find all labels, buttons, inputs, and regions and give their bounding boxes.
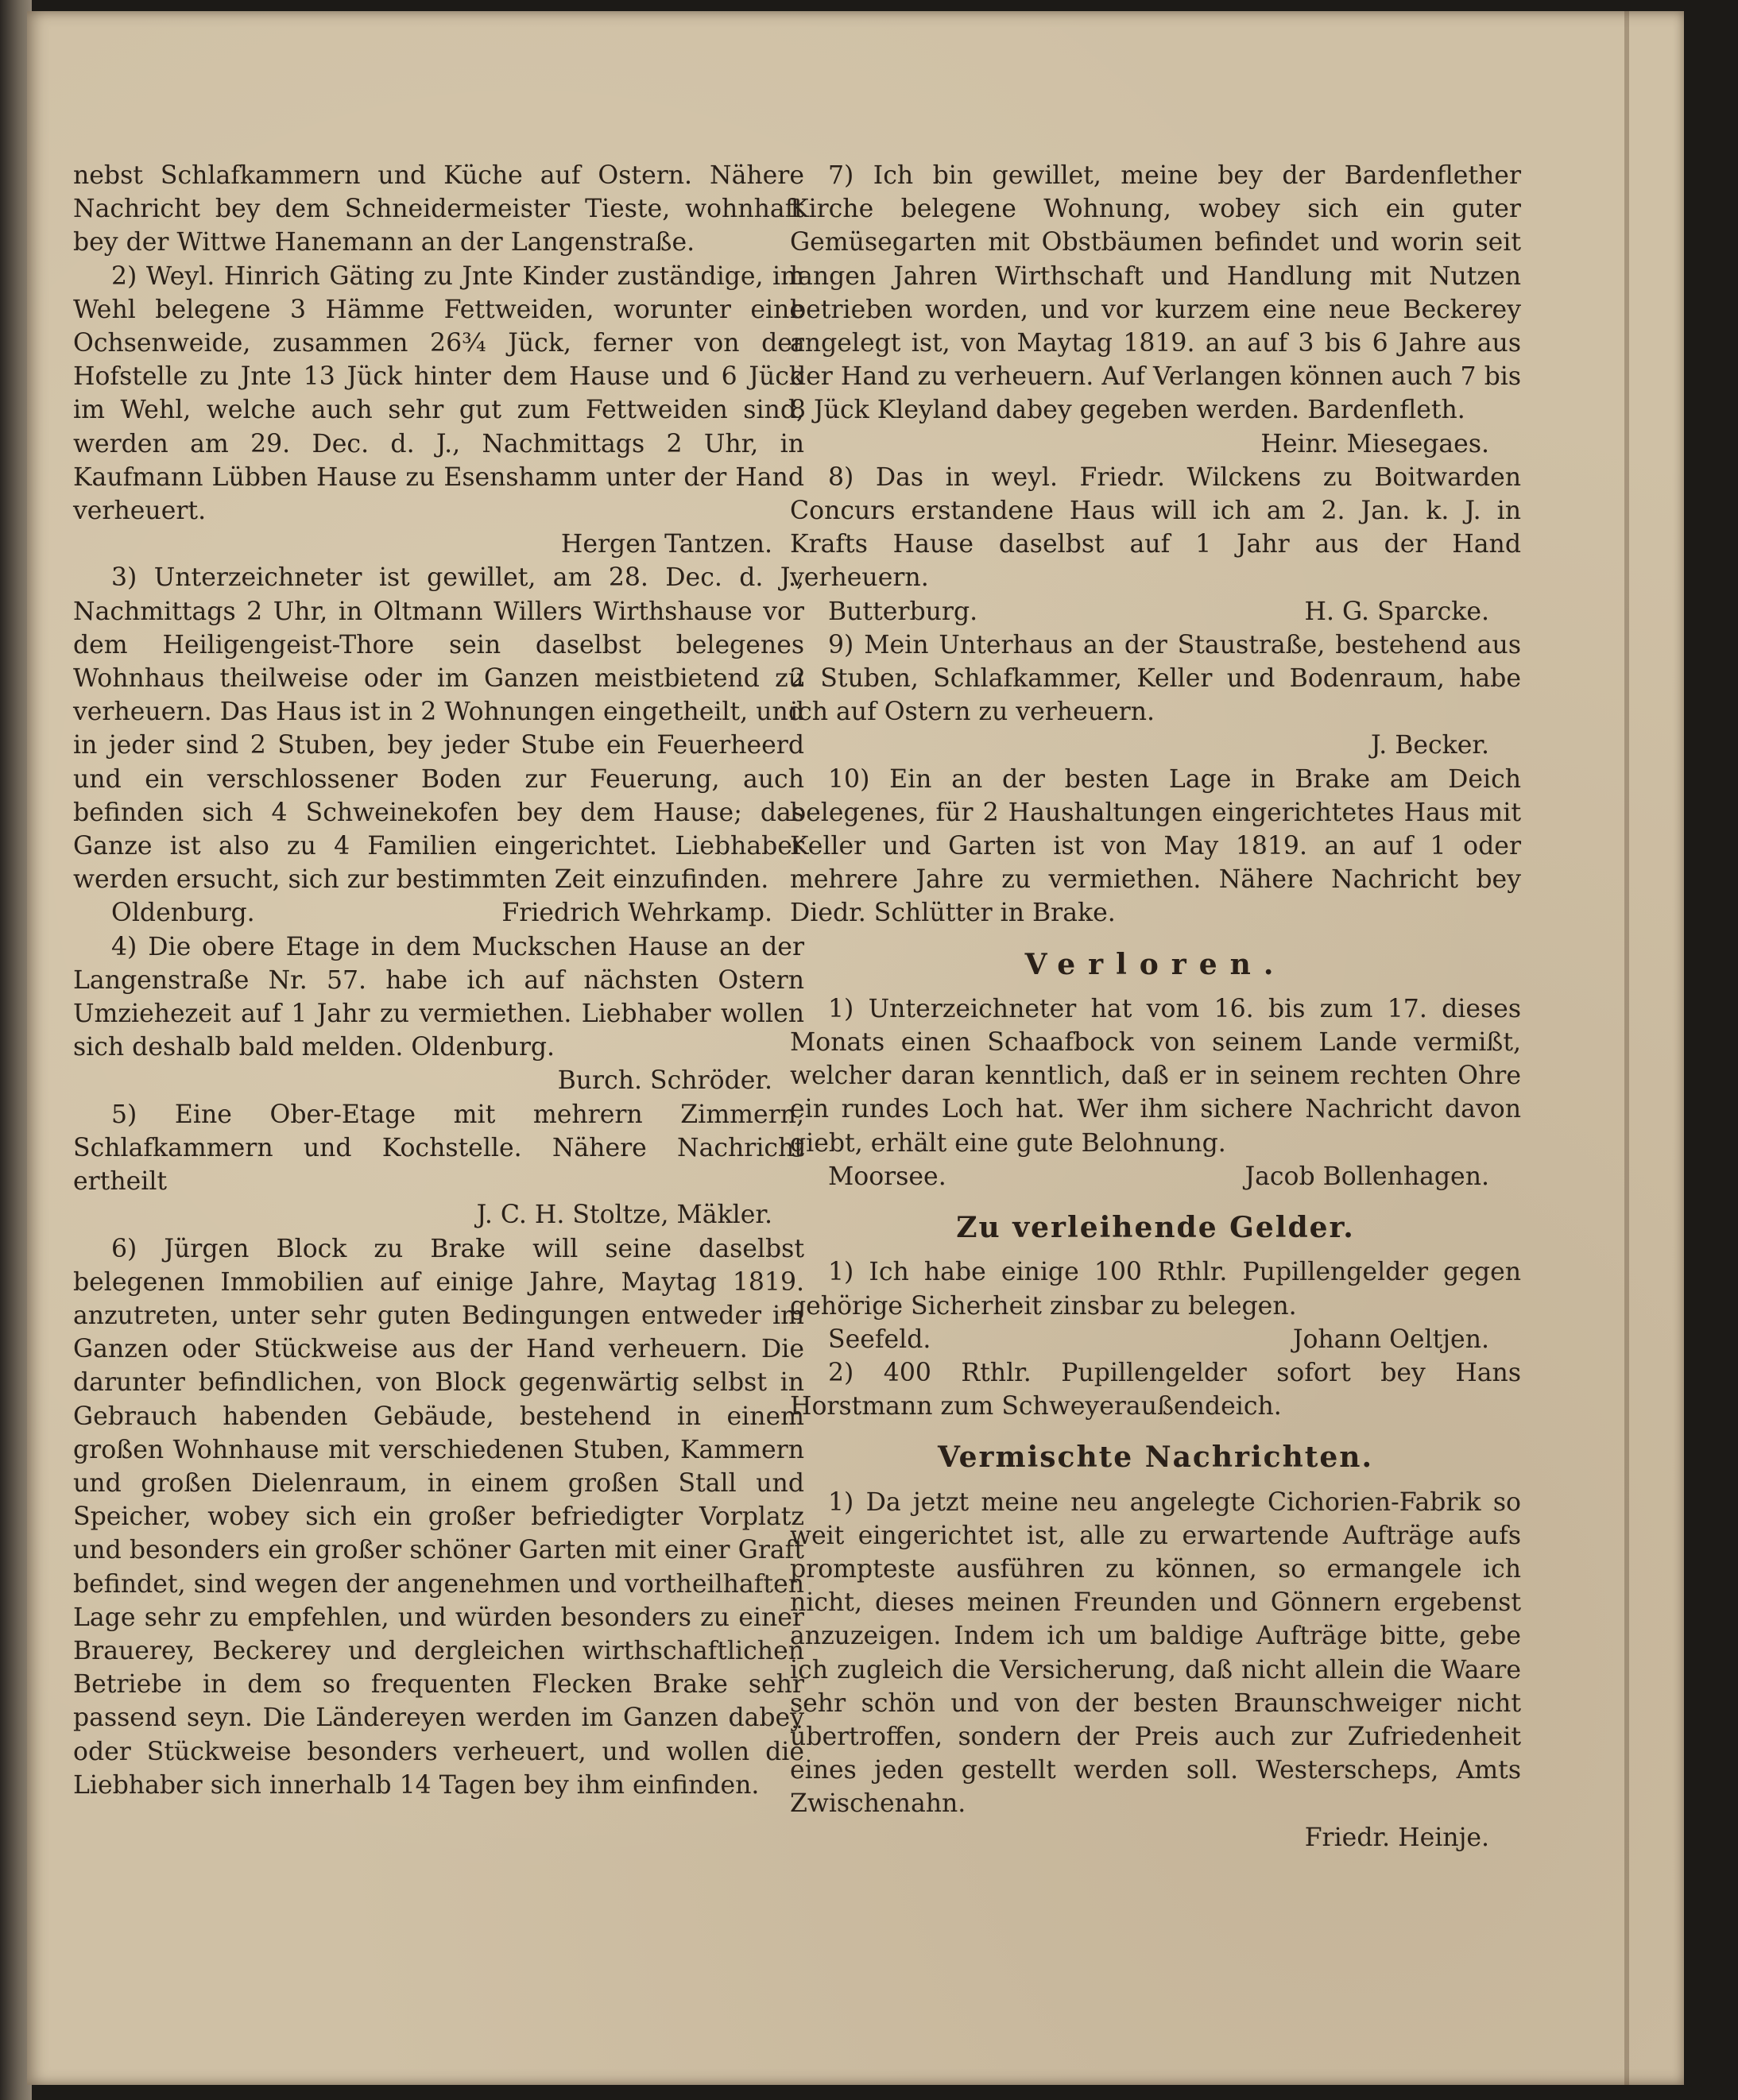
notice-3-signature [73, 896, 804, 930]
notice-7: 7) Ich bin gewillet, meine bey der Bardenflether Kirche belegene Wohnung, wobey sich ein guter Gemüsegarten mit Obstbäumen befindet und worin seit langen Jahren Wirthschaft und Handlung mit Nutzen betrieben worden, und vor kurzem eine neue Beckerey angelegt ist, von Maytag 1819. an auf 3 bis 6 Jahre aus der Hand zu verheuern. Auf Verlangen können auch 7 bis 8 Jück Kleyland dabey gegeben werden. Bardenfleth. [790, 161, 1521, 425]
notice-2-signature: Hergen Tantzen. [560, 530, 772, 559]
lost-notice-1-name: Jacob Bollenhagen. [1244, 1162, 1489, 1191]
money-notice-2: 2) 400 Rthlr. Pupillengelder sofort bey Hans Horstmann zum Schweyeraußendeich. [790, 1358, 1521, 1421]
notice-9-signature: J. Becker. [1371, 731, 1489, 760]
notice-5-signature: J. C. H. Stoltze, Mäkler. [476, 1201, 772, 1230]
notice-6: 6) Jürgen Block zu Brake will seine daselbst belegenen Immobilien auf einige Jahre, Maytag 1819. anzutreten, unter sehr guten Bedingungen entweder im Ganzen oder Stückweise aus der Hand verheuern. Die darunter befindlichen, von Block gegenwärtig selbst in Gebrauch habenden Gebäude, bestehend in einem großen Wohnhause mit verschiedenen Stuben, Kammern und großen Dielenraum, in einem großen Stall und Speicher, wobey sich ein großer befriedigter Vorplatz und besonders ein großer schöner Garten mit einer Graft befindet, sind wegen der angenehmen und vortheilhaften Lage sehr zu empfehlen, und würden besonders zu einer Brauerey, Beckerey und dergleichen wirthschaftlichen Betriebe in dem so frequenten Flecken Brake sehr passend seyn. Die Ländereyen werden im Ganzen dabey oder Stückweise besonders verheuert, und wollen die Liebhaber sich innerhalb 14 Tagen bey ihm einfinden. [73, 1234, 804, 1800]
notice-8: 8) Das in weyl. Friedr. Wilckens zu Boitwarden Concurs erstandene Haus will ich am 2. Jan. k. J. in Krafts Hause daselbst auf 1 Jahr aus der Hand verheuern. [790, 462, 1521, 593]
notice-4: 4) Die obere Etage in dem Muckschen Hause an der Langenstraße Nr. 57. habe ich auf nächsten Ostern Umziehezeit auf 1 Jahr zu vermiethen. Liebhaber wollen sich deshalb bald melden. Oldenburg. [73, 932, 804, 1062]
lost-notice-1-signature [790, 1160, 1521, 1193]
misc-notice-1: 1) Da jetzt meine neu angelegte Cichorien-Fabrik so weit eingerichtet ist, alle zu erwartende Aufträge aufs prompteste ausführen zu können, so ermangele ich nicht, dieses meinen Freunden und Gönnern ergebenst anzuzeigen. Indem ich um baldige Aufträge bitte, gebe ich zugleich die Versicherung, daß nicht allein die Waare sehr schön und von der besten Braunschweiger nicht übertroffen, sondern der Preis auch zur Zufriedenheit eines jeden gestellt werden soll. Westerscheps, Amts Zwischenahn. [790, 1487, 1521, 1819]
page-fold [1624, 11, 1629, 2085]
right-column [790, 159, 1521, 1854]
newspaper-page [27, 11, 1684, 2085]
money-notice-1-name: Johann Oeltjen. [1292, 1325, 1489, 1354]
money-notice-1-signature [790, 1323, 1521, 1356]
lost-notice-1: 1) Unterzeichneter hat vom 16. bis zum 17. dieses Monats einen Schaafbock von seinem Lande vermißt, welcher daran kenntlich, daß er in seinem rechten Ohre ein rundes Loch hat. Wer ihm sichere Nachricht davon giebt, erhält eine gute Belohnung. [790, 994, 1521, 1158]
notice-2: 2) Weyl. Hinrich Gäting zu Jnte Kinder zuständige, im Wehl belegene 3 Hämme Fettweiden, worunter eine Ochsenweide, zusammen 26¾ Jück, ferner von der Hofstelle zu Jnte 13 Jück hinter dem Hause und 6 Jück im Wehl, welche auch sehr gut zum Fettweiden sind, werden am 29. Dec. d. J., Nachmittags 2 Uhr, in Kaufmann Lübben Hause zu Esenshamm unter der Hand verheuert. [73, 261, 804, 526]
notice-10: 10) Ein an der besten Lage in Brake am Deich belegenes, für 2 Haushaltungen eingerichtetes Haus mit Keller und Garten ist von May 1819. an auf 1 oder mehrere Jahre zu vermiethen. Nähere Nachricht bey Diedr. Schlütter in Brake. [790, 764, 1521, 928]
notice-9: 9) Mein Unterhaus an der Staustraße, bestehend aus 2 Stuben, Schlafkammer, Keller und Bodenraum, habe ich auf Ostern zu verheuern. [790, 630, 1521, 727]
section-heading-verloren: Verloren. [1024, 947, 1287, 981]
money-notice-1: 1) Ich habe einige 100 Rthlr. Pupillengelder gegen gehörige Sicherheit zinsbar zu belegen. [790, 1258, 1521, 1321]
money-notice-1-place: Seefeld. [828, 1325, 931, 1354]
notice-continued: nebst Schlafkammern und Küche auf Ostern. Nähere Nachricht bey dem Schneidermeister Tieste, wohnhaft bey der Wittwe Hanemann an der Langenstraße. [73, 161, 804, 257]
section-heading-gelder: Zu verleihende Gelder. [956, 1211, 1355, 1245]
left-column [73, 159, 804, 1802]
notice-7-signature: Heinr. Miesegaes. [1260, 429, 1489, 458]
notice-8-place: Butterburg. [828, 597, 978, 626]
notice-8-signature [790, 595, 1521, 628]
notice-3: 3) Unterzeichneter ist gewillet, am 28. Dec. d. J., Nachmittags 2 Uhr, in Oltmann Willers Wirthshause vor dem Heiligengeist-Thore sein daselbst belegenes Wohnhaus theilweise oder im Ganzen meistbietend zu verheuern. Das Haus ist in 2 Wohnungen eingetheilt, und in jeder sind 2 Stuben, bey jeder Stube ein Feuerheerd und ein verschlossener Boden zur Feuerung, auch befinden sich 4 Schweinekofen bey dem Hause; das Ganze ist also zu 4 Familien eingerichtet. Liebhaber werden ersucht, sich zur bestimmten Zeit einzufinden. [73, 563, 804, 895]
section-heading-vermischte: Vermischte Nachrichten. [938, 1441, 1373, 1475]
notice-3-place: Oldenburg. [111, 899, 255, 928]
notice-8-name: H. G. Sparcke. [1304, 597, 1489, 626]
notice-4-signature: Burch. Schröder. [557, 1066, 772, 1096]
notice-5: 5) Eine Ober-Etage mit mehrern Zimmern, Schlafkammern und Kochstelle. Nähere Nachricht ertheilt [73, 1100, 804, 1197]
lost-notice-1-place: Moorsee. [828, 1162, 946, 1191]
misc-notice-1-signature: Friedr. Heinje. [1304, 1823, 1489, 1852]
notice-3-name: Friedrich Wehrkamp. [501, 899, 772, 928]
